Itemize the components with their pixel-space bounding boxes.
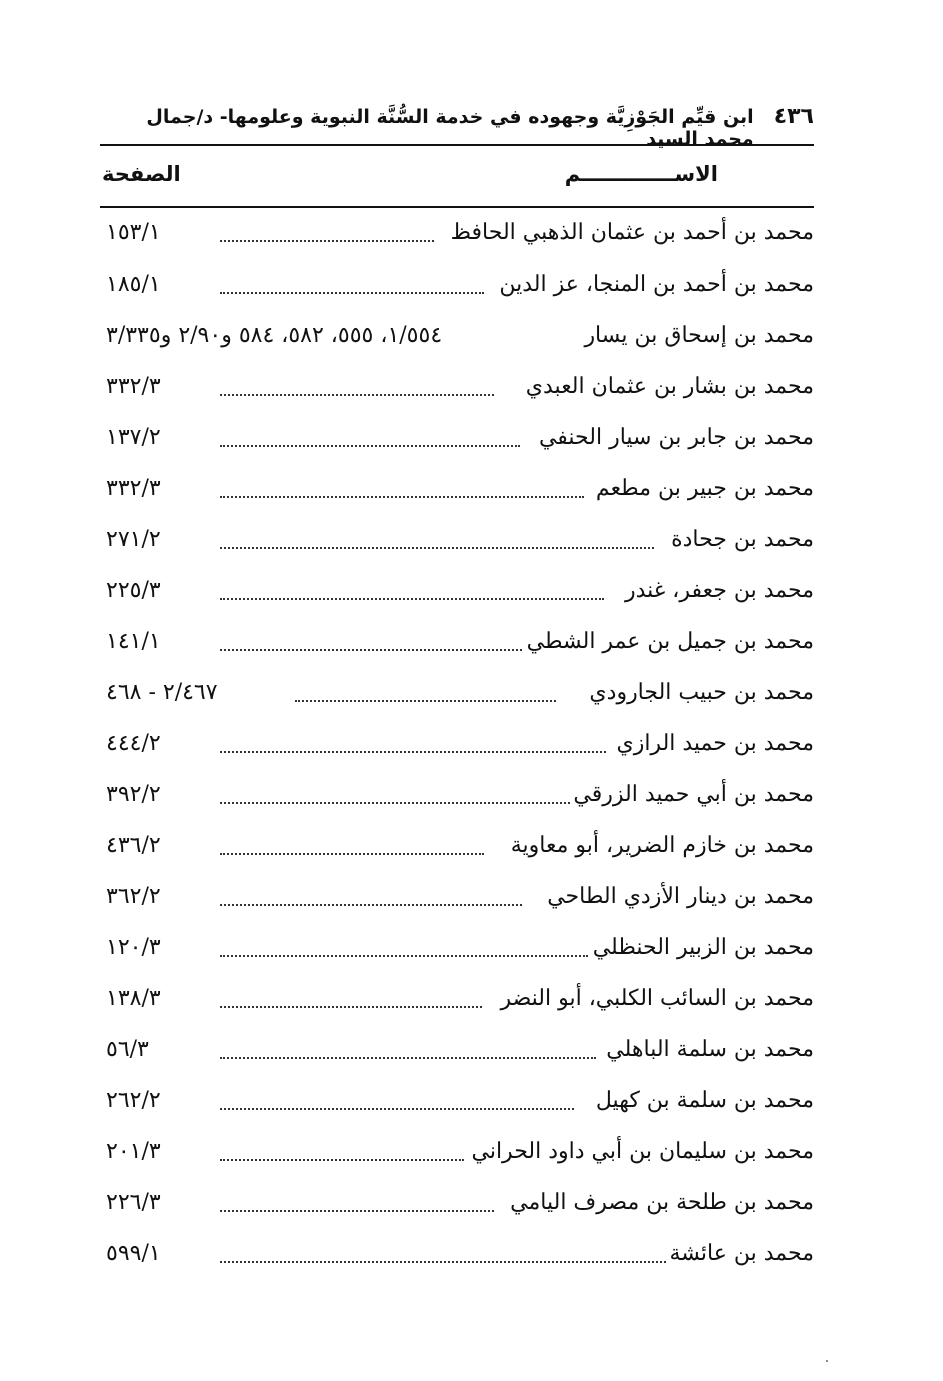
- leader-dots: [220, 445, 520, 447]
- entry-name: محمد بن أحمد بن المنجا، عز الدين: [499, 272, 814, 297]
- entry-name: محمد بن جبير بن مطعم: [595, 476, 814, 501]
- index-entry: [100, 829, 814, 869]
- index-entry: [100, 216, 814, 256]
- index-column-headers: [100, 158, 814, 194]
- leader-dots: [220, 1261, 666, 1263]
- entry-name: محمد بن السائب الكلبي، أبو النضر: [500, 986, 814, 1011]
- index-entry: [100, 931, 814, 971]
- leader-dots: [220, 240, 434, 242]
- entry-page: ٢٠١/٣: [106, 1139, 161, 1164]
- index-entry: [100, 1237, 814, 1277]
- index-entry: [100, 421, 814, 461]
- index-entry: [100, 1135, 814, 1175]
- entry-name: محمد بن حميد الرازي: [616, 731, 814, 756]
- index-entry: [100, 778, 814, 818]
- scan-speck: [826, 1360, 828, 1362]
- entry-name: محمد بن بشار بن عثمان العبدي: [525, 374, 814, 399]
- running-header: [100, 104, 814, 150]
- entry-page: ١٨٥/١: [106, 272, 161, 297]
- index-entry: [100, 370, 814, 410]
- entry-name: محمد بن سلمة بن كهيل: [595, 1088, 814, 1113]
- leader-dots: [220, 955, 588, 957]
- entry-name: محمد بن جميل بن عمر الشطي: [526, 629, 814, 654]
- entry-page: ٣٣٢/٣: [106, 476, 161, 501]
- entry-page: ٢٢٦/٣: [106, 1190, 161, 1215]
- entry-page: ١٣٧/٢: [106, 425, 161, 450]
- leader-dots: [220, 394, 494, 396]
- leader-dots: [220, 1006, 482, 1008]
- entry-name: محمد بن عائشة: [669, 1241, 814, 1266]
- index-entry: [100, 268, 814, 308]
- index-entry: [100, 676, 814, 716]
- index-entry: [100, 1033, 814, 1073]
- entry-page: ١٥٣/١: [106, 220, 161, 245]
- leader-dots: [220, 649, 522, 651]
- entry-name: محمد بن طلحة بن مصرف اليامي: [510, 1190, 814, 1215]
- entry-page: ٤٣٦/٢: [106, 833, 161, 858]
- leader-dots: [220, 1108, 574, 1110]
- entry-name: محمد بن جابر بن سيار الحنفي: [538, 425, 814, 450]
- entry-name: محمد بن إسحاق بن يسار: [584, 323, 814, 348]
- entry-page: ٢٦٢/٢: [106, 1088, 161, 1113]
- entry-page: ١٣٨/٣: [106, 986, 161, 1011]
- entry-name: محمد بن جحادة: [671, 527, 814, 552]
- book-title: ابن قيِّم الجَوْزِيَّة وجهوده في خدمة السُّنَّة النبوية وعلومها- د/جمال محمد السيد: [146, 106, 754, 150]
- column-header-rule: [100, 206, 814, 208]
- entry-page: ٥٦/٣: [106, 1037, 149, 1062]
- entry-name: محمد بن أبي حميد الزرقي: [573, 782, 814, 807]
- index-entry: [100, 574, 814, 614]
- page-column-header: الصفحة: [102, 162, 181, 186]
- entry-page: ٤٤٤/٢: [106, 731, 161, 756]
- entry-page: ٣٣٢/٣: [106, 374, 161, 399]
- entry-name: محمد بن الزبير الحنظلي: [592, 935, 814, 960]
- entry-name: محمد بن حبيب الجارودي: [589, 680, 814, 705]
- index-entry: [100, 523, 814, 563]
- entry-page: ١٢٠/٣: [106, 935, 161, 960]
- page-number: ٤٣٦: [773, 104, 814, 129]
- entry-page: ٢/٤٦٧ - ٤٦٨: [106, 680, 218, 705]
- entry-name: محمد بن دينار الأزدي الطاحي: [547, 884, 814, 909]
- entry-page: ٣٦٢/٢: [106, 884, 161, 909]
- leader-dots: [220, 547, 654, 549]
- entry-page: ٣٩٢/٢: [106, 782, 161, 807]
- index-entry: [100, 727, 814, 767]
- header-rule: [100, 144, 814, 146]
- entry-page: ٢٧١/٢: [106, 527, 161, 552]
- leader-dots: [295, 700, 556, 702]
- leader-dots: [220, 1057, 596, 1059]
- leader-dots: [220, 802, 570, 804]
- entry-page: ٢٢٥/٣: [106, 578, 161, 603]
- entry-name: محمد بن سلمة الباهلي: [606, 1037, 814, 1062]
- leader-dots: [220, 496, 584, 498]
- entry-name: محمد بن جعفر، غندر: [625, 578, 814, 603]
- entry-name: محمد بن أحمد بن عثمان الذهبي الحافظ: [450, 220, 814, 245]
- leader-dots: [220, 292, 484, 294]
- index-entry: [100, 472, 814, 512]
- leader-dots: [220, 853, 484, 855]
- name-column-header: الاســـــــــــــم: [564, 162, 718, 186]
- leader-dots: [220, 598, 604, 600]
- index-entry: [100, 1186, 814, 1226]
- entry-page: ١/٥٥٤، ٥٥٥، ٥٨٢، ٥٨٤ و٢/٩٠ و٣/٣٣٥: [106, 323, 443, 348]
- entry-name: محمد بن سليمان بن أبي داود الحراني: [471, 1139, 814, 1164]
- leader-dots: [220, 1159, 464, 1161]
- leader-dots: [220, 904, 522, 906]
- index-entry: [100, 982, 814, 1022]
- index-entry: [100, 319, 814, 359]
- index-entry: [100, 880, 814, 920]
- entry-page: ١٤١/١: [106, 629, 161, 654]
- entry-page: ٥٩٩/١: [106, 1241, 161, 1266]
- index-entry: [100, 1084, 814, 1124]
- leader-dots: [220, 1210, 494, 1212]
- leader-dots: [220, 751, 606, 753]
- index-entry: [100, 625, 814, 665]
- entry-name: محمد بن خازم الضرير، أبو معاوية: [510, 833, 814, 858]
